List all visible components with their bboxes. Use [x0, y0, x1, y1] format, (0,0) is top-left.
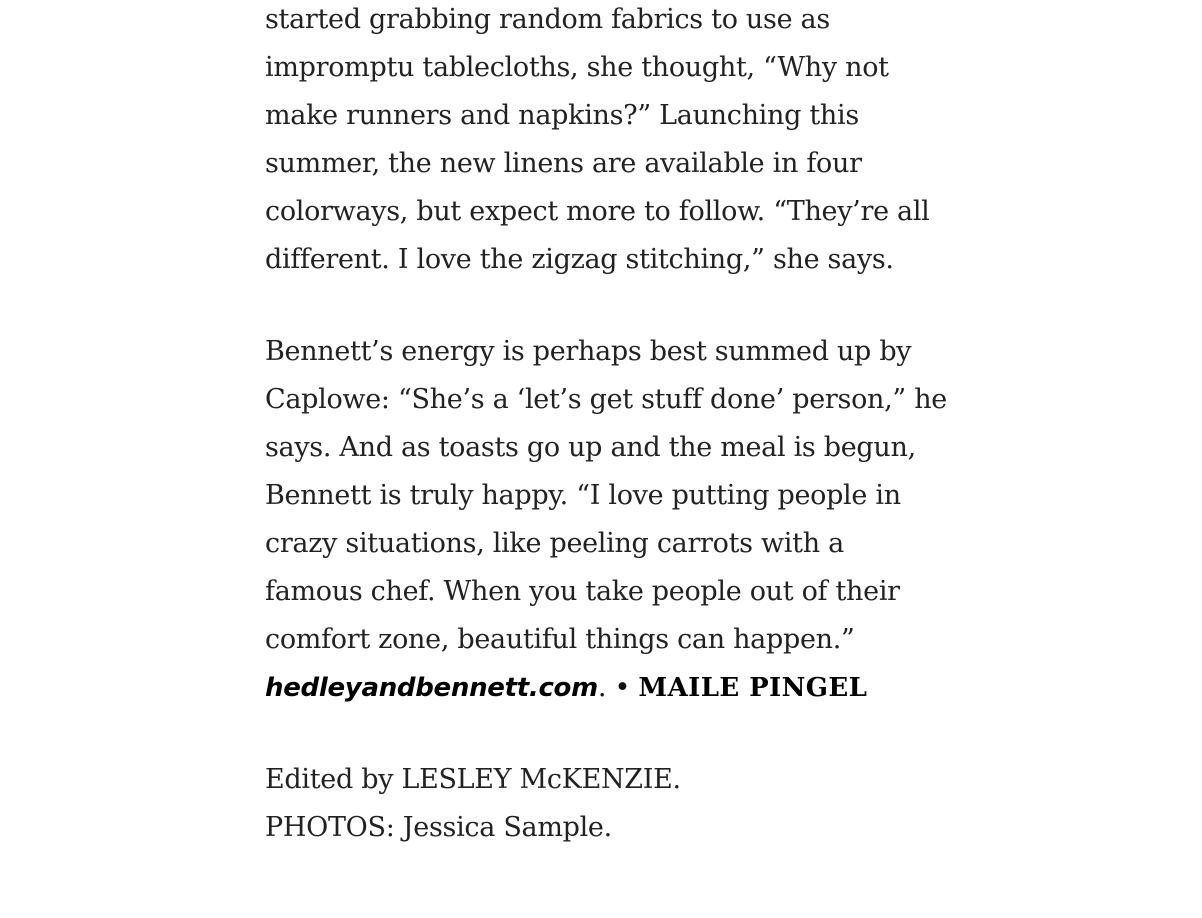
photo-credit: PHOTOS: Jessica Sample. [265, 812, 612, 843]
paragraph-line: colorways, but expect more to follow. “They’re all [265, 196, 930, 227]
paragraph-line: famous chef. When you take people out of their [265, 576, 900, 607]
author-name: MAILE PINGEL [638, 673, 868, 703]
credit-separator: . • [597, 672, 639, 703]
paragraph-line: comfort zone, beautiful things can happen.” [265, 624, 855, 655]
paragraph-spacer [265, 284, 955, 328]
paragraph-line: started grabbing random fabrics to use as [265, 4, 830, 35]
paragraph-line: Caplowe: “She’s a ‘let’s get stuff done’ person,” he [265, 384, 947, 415]
paragraph-line: summer, the new linens are available in four [265, 148, 862, 179]
paragraph-line: says. And as toasts go up and the meal is begun, [265, 432, 916, 463]
edited-by-credit: Edited by LESLEY McKENZIE. [265, 764, 681, 795]
article-body [265, 0, 955, 852]
paragraph-line: Bennett is truly happy. “I love putting people in [265, 480, 901, 511]
article-footer [265, 756, 955, 852]
paragraph-line: crazy situations, like peeling carrots with a [265, 528, 844, 559]
website-link[interactable]: hedleyandbennett.com [265, 673, 598, 703]
paragraph-line: make runners and napkins?” Launching this [265, 100, 859, 131]
paragraph-line: Bennett’s energy is perhaps best summed up by [265, 336, 912, 367]
article-paragraph [265, 0, 955, 284]
paragraph-line: different. I love the zigzag stitching,” she says. [265, 244, 894, 275]
paragraph-line: impromptu tablecloths, she thought, “Why not [265, 52, 889, 83]
article-credit [265, 664, 955, 712]
footer-spacer [265, 712, 955, 756]
article-paragraph [265, 328, 955, 664]
